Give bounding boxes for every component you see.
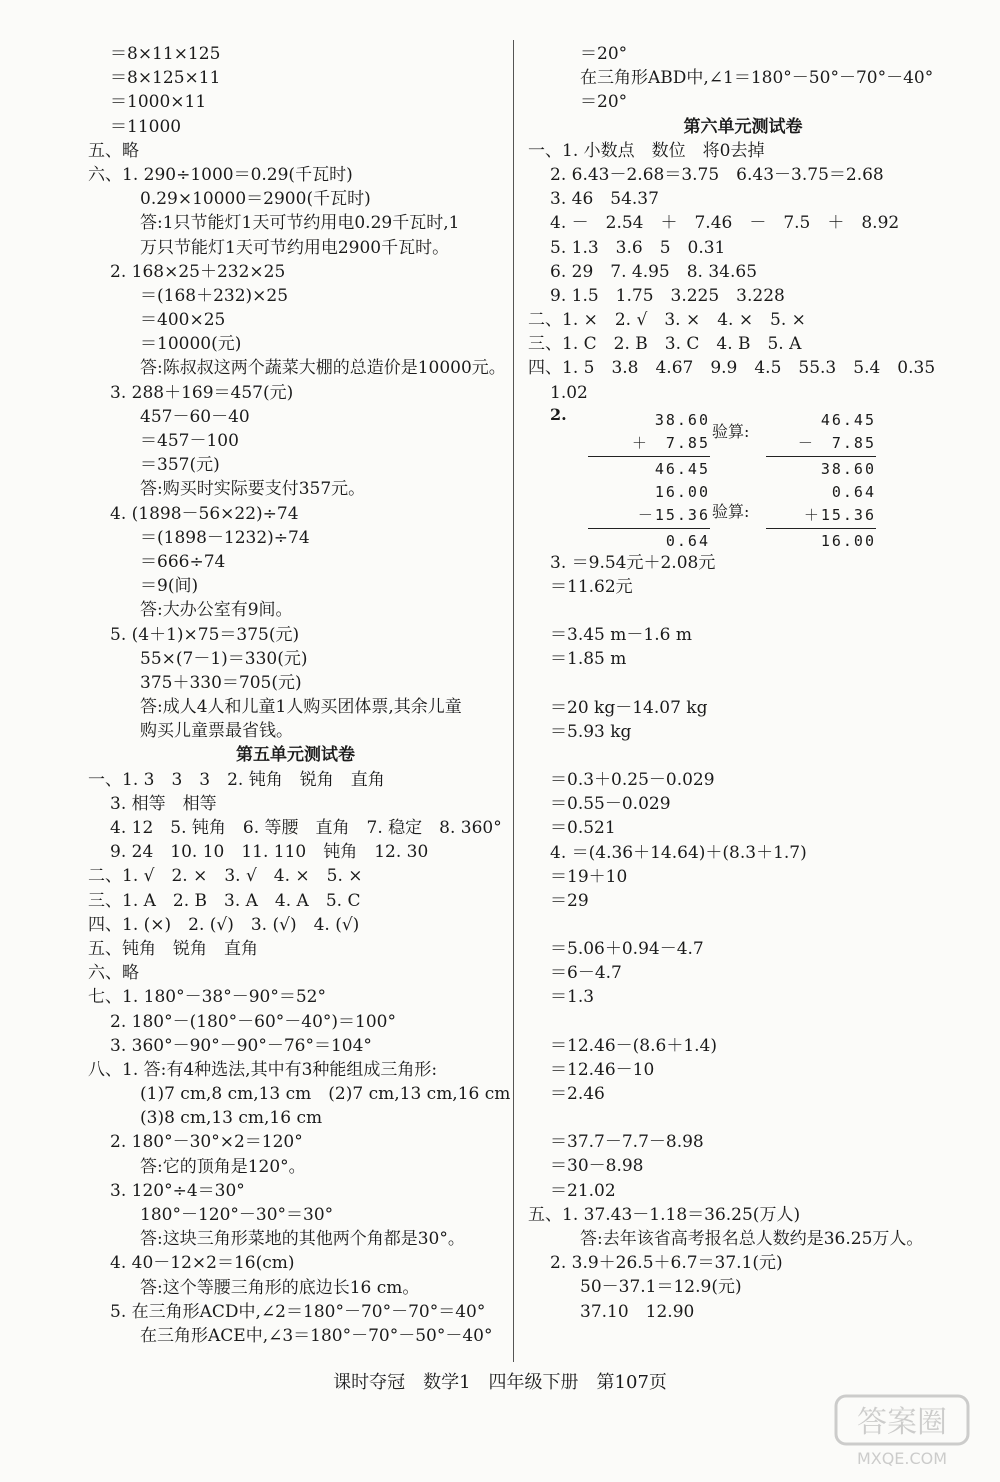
calc-b-top: 16.00 [654,482,710,501]
vertical-calculation [528,405,958,551]
answer-line: ＝(168＋232)×25 [140,285,289,306]
calc-a-result: 46.45 [654,459,710,478]
answer-line: 二、1. √ 2. × 3. √ 4. × 5. × [88,866,363,887]
answer-line: ＝9(间) [140,576,199,597]
answer-line: 2. 6.43－2.68＝3.75 6.43－3.75＝2.68 [550,164,884,185]
answer-line: 375＋330＝705(元) [140,672,302,693]
answer-line: 457－60－40 [140,406,250,427]
answer-line: 3. 相等 相等 [110,793,217,814]
watermark-logo [832,1392,972,1472]
answer-line: 七、1. 180°－38°－90°＝52° [88,987,326,1008]
answer-line: ＝20° [580,44,628,64]
watermark-url: MXQE.COM [856,1449,948,1468]
answer-line: 答:这个等腰三角形的底边长16 cm。 [140,1277,420,1298]
calc-a-check-operand: － 7.85 [797,433,876,452]
answer-line: ＝8×11×125 [110,44,221,64]
answer-line: ＝357(元) [140,455,220,476]
calc-a-top: 38.60 [654,410,710,429]
answer-line: 八、1. 答:有4种选法,其中有3种能组成三角形: [88,1059,438,1080]
answer-line: 三、1. A 2. B 3. A 4. A 5. C [88,890,361,911]
section-title: 第五单元测试卷 [236,745,355,766]
left-column [88,42,511,1348]
answer-line: ＝(1898－1232)÷74 [140,527,310,548]
answer-line: ＝457－100 [140,431,239,451]
answer-line: 50－37.1＝12.9(元) [580,1277,742,1298]
answer-line: 2. 3.9＋26.5＋6.7＝37.1(元) [550,1253,783,1274]
answer-line: 0.29×10000＝2900(千瓦时) [140,189,371,210]
answer-line: 三、1. C 2. B 3. C 4. B 5. A [528,334,802,355]
answer-line: 答:成人4人和儿童1人购买团体票,其余儿童 [140,697,462,718]
blank-line [528,1010,958,1034]
answer-line: 3. ＝9.54元＋2.08元 [550,552,716,573]
answer-line: 6. 29 7. 4.95 8. 34.65 [550,261,758,282]
answer-line: ＝12.46－(8.6＋1.4) [550,1035,718,1056]
answer-line: 5. 在三角形ACD中,∠2＝180°－70°－70°＝40° [110,1301,486,1322]
vertical-calc-a [588,409,710,481]
answer-line: 四、1. (×) 2. (√) 3. (√) 4. (√) [88,914,360,935]
answer-line: ＝666÷74 [140,551,226,572]
answer-line: ＝2.46 [550,1084,605,1104]
right-column-bottom [528,551,958,1324]
answer-line: ＝20 kg－14.07 kg [550,697,708,718]
answer-line: ＝8×125×11 [110,68,221,89]
answer-line: 5. 1.3 3.6 5 0.31 [550,237,726,258]
answer-line: 4. 12 5. 钝角 6. 等腰 直角 7. 稳定 8. 360° [110,818,502,838]
calc-b-check-operand: ＋15.36 [803,505,876,524]
vertical-calc-b-check [766,481,876,553]
answer-line: ＝21.02 [550,1180,616,1201]
answer-line: ＝0.55－0.029 [550,794,671,815]
answer-line: 二、1. × 2. √ 3. × 4. × 5. × [528,310,806,331]
answer-line: ＝1.85 m [550,649,627,670]
blank-line [528,913,958,937]
answer-line: 五、钝角 锐角 直角 [88,938,258,959]
answer-line: 37.10 12.90 [580,1301,695,1322]
answer-line: 答:大办公室有9间。 [140,600,293,621]
answer-line: ＝3.45 m－1.6 m [550,625,692,646]
answer-line: ＝37.7－7.7－8.98 [550,1132,704,1153]
answer-line: ＝30－8.98 [550,1156,644,1177]
answer-line: 一、1. 3 3 3 2. 钝角 锐角 直角 [88,769,385,790]
answer-line: (3)8 cm,13 cm,16 cm [140,1108,323,1129]
answer-line: 购买儿童票最省钱。 [140,721,293,742]
calc-b-check-result: 16.00 [820,531,876,550]
answer-line: ＝12.46－10 [550,1059,655,1080]
answer-line: 9. 1.5 1.75 3.225 3.228 [550,285,785,306]
answer-line: ＝11.62元 [550,577,633,597]
calc-b-operand: －15.36 [637,505,710,524]
answer-line: ＝0.3＋0.25－0.029 [550,769,715,790]
answer-line: 4. － 2.54 ＋ 7.46 － 7.5 ＋ 8.92 [550,213,900,234]
answer-line: ＝1000×11 [110,92,207,113]
calc-a-check-result: 38.60 [820,459,876,478]
answer-line: ＝1.3 [550,987,595,1008]
answer-line: 在三角形ABD中,∠1＝180°－50°－70°－40° [580,68,934,89]
calc-b-result: 0.64 [665,531,710,550]
answer-line: 3. 120°÷4＝30° [110,1180,245,1201]
answer-line: 六、1. 290÷1000＝0.29(千瓦时) [88,164,353,185]
answer-line: (1)7 cm,8 cm,13 cm (2)7 cm,13 cm,16 cm [140,1084,511,1105]
answer-line: 2. 180°－(180°－60°－40°)＝100° [110,1011,396,1032]
answer-line: ＝10000(元) [140,334,242,355]
answer-line: 180°－120°－30°＝30° [140,1205,334,1225]
calc-b-check-top: 0.64 [831,482,876,501]
answer-line: ＝19＋10 [550,866,628,887]
watermark-title: 答案圈 [857,1405,947,1440]
answer-line: 四、1. 5 3.8 4.67 9.9 4.5 55.3 5.4 0.35 [528,358,936,379]
answer-line: 55×(7－1)＝330(元) [140,648,308,669]
check-label-b: 验算: [712,501,750,521]
answer-line: ＝5.06＋0.94－4.7 [550,939,704,960]
answer-line: 4. ＝(4.36＋14.64)＋(8.3＋1.7) [550,842,807,863]
answer-line: ＝29 [550,890,589,911]
section-title: 第六单元测试卷 [683,116,803,137]
blank-line [528,1106,958,1130]
answer-line: ＝20° [580,92,628,113]
answer-line: ＝5.93 kg [550,721,632,742]
right-column [528,42,958,1324]
answer-line: 答:它的顶角是120°。 [140,1156,306,1177]
vertical-calc-b [588,481,710,553]
answer-line: 答:购买时实际要支付357元。 [140,479,366,500]
blank-line [528,672,958,696]
page-footer: 课时夺冠 数学1 四年级下册 第107页 [333,1372,667,1393]
blank-line [528,744,958,768]
answer-line: 一、1. 小数点 数位 将0去掉 [528,140,765,161]
vertical-calc-label: 2. [550,404,567,424]
answer-line: 五、略 [88,140,139,161]
answer-line: 2. 180°－30°×2＝120° [110,1132,303,1153]
answer-line: 5. (4＋1)×75＝375(元) [110,624,300,645]
answer-line: 3. 46 54.37 [550,189,659,210]
answer-line: 答:这块三角形菜地的其他两个角都是30°。 [140,1229,465,1250]
check-label-a: 验算: [712,421,750,441]
answer-line: 2. 168×25＋232×25 [110,261,286,282]
answer-line: ＝11000 [110,116,182,137]
answer-line: 五、1. 37.43－1.18＝36.25(万人) [528,1204,801,1225]
answer-line: 六、略 [88,963,139,984]
answer-line: 万只节能灯1天可节约用电2900千瓦时。 [140,237,450,258]
answer-line: 在三角形ACE中,∠3＝180°－70°－50°－40° [140,1325,493,1346]
answer-line: 答:去年该省高考报名总人数约是36.25万人。 [580,1228,924,1249]
answer-line: ＝400×25 [140,310,226,331]
answer-line: 答:1只节能灯1天可节约用电0.29千瓦时,1 [140,213,460,234]
answer-line: 4. 40－12×2＝16(cm) [110,1253,295,1274]
answer-line: 1.02 [550,382,588,403]
answer-line: 3. 360°－90°－90°－76°＝104° [110,1035,372,1056]
answer-line: 答:陈叔叔这两个蔬菜大棚的总造价是10000元。 [140,358,506,379]
calc-a-operand: ＋ 7.85 [631,433,710,452]
answer-line: ＝6－4.7 [550,963,622,984]
answer-line: 3. 288＋169＝457(元) [110,382,294,403]
answer-line: ＝0.521 [550,818,616,839]
answer-line: 9. 24 10. 10 11. 110 钝角 12. 30 [110,842,429,863]
answer-line: 4. (1898－56×22)÷74 [110,503,299,524]
right-column-top [528,42,958,405]
blank-line [528,599,958,623]
column-divider [513,40,514,1362]
calc-a-check-top: 46.45 [820,410,876,429]
vertical-calc-a-check [766,409,876,481]
